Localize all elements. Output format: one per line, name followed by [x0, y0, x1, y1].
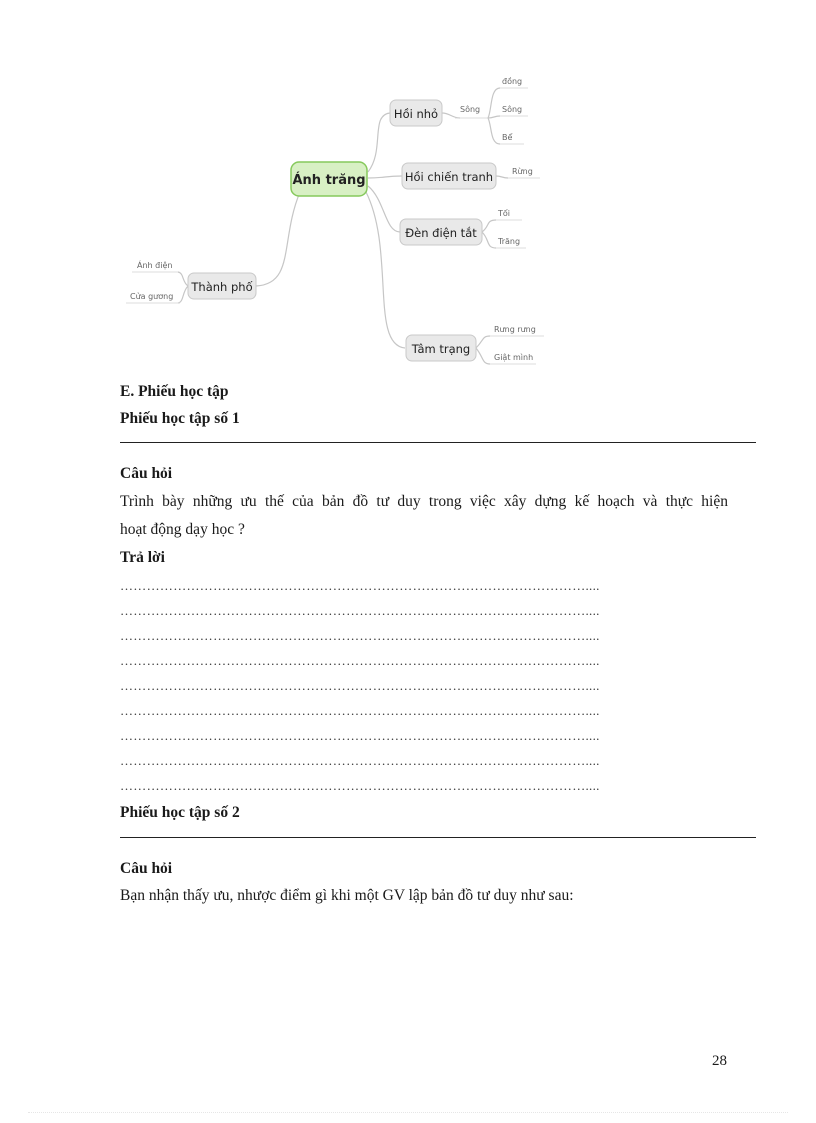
connector	[368, 113, 390, 172]
branch-node-label: Tâm trạng	[411, 342, 471, 356]
connector	[368, 176, 402, 178]
connector	[178, 272, 188, 286]
sheet2-title: Phiếu học tập số 2	[120, 804, 240, 821]
answer-dot-line: ……………………………………………………………………………………………....	[120, 728, 600, 743]
answer-dot-line: ……………………………………………………………………………………………....	[120, 703, 600, 718]
branch-node-label: Thành phố	[191, 280, 253, 294]
connector	[488, 118, 500, 144]
connector	[178, 286, 188, 303]
leaf-label: Ánh điện	[137, 261, 173, 270]
leaf-label: Sông	[502, 105, 523, 114]
answer-dot-line: ……………………………………………………………………………………………....	[120, 778, 600, 793]
connector	[476, 336, 490, 348]
connector	[488, 116, 500, 118]
connector	[482, 220, 496, 232]
leaf-label: Cửa gương	[130, 292, 174, 301]
mind-map-diagram	[0, 0, 816, 380]
sheet1-question-line: hoạt động dạy học ?	[120, 521, 245, 538]
leaf-label: Giật mình	[494, 353, 534, 362]
answer-dot-line: ……………………………………………………………………………………………....	[120, 603, 600, 618]
answer-dot-line: ……………………………………………………………………………………………....	[120, 753, 600, 768]
sheet1-question-line: Trình bày những ưu thế của bản đồ tư duy trong việc xây dựng kế hoạch và thực hiện	[120, 493, 728, 510]
root-node-label: Ánh trăng	[292, 173, 366, 188]
section-heading: E. Phiếu học tập	[120, 383, 229, 400]
sheet1-question-label: Câu hỏi	[120, 465, 173, 482]
footer-border	[28, 1112, 788, 1113]
leaf-label: Tối	[498, 209, 511, 218]
answer-dot-line: ……………………………………………………………………………………………....	[120, 678, 600, 693]
sub-node-label: Sông	[460, 105, 481, 114]
connector	[442, 113, 460, 118]
connector	[256, 192, 300, 286]
connector	[476, 348, 490, 364]
answer-dot-line: ……………………………………………………………………………………………....	[120, 628, 600, 643]
connector	[482, 232, 496, 248]
sheet1-title: Phiếu học tập số 1	[120, 410, 240, 427]
connector	[488, 88, 500, 118]
leaf-label: đồng	[502, 77, 523, 86]
branch-node-label: Hồi chiến tranh	[404, 170, 494, 184]
branch-node-label: Hồi nhỏ	[393, 107, 439, 121]
leaf-label: Bể	[502, 133, 513, 142]
sheet2-question-label: Câu hỏi	[120, 860, 173, 877]
leaf-label: Trăng	[498, 237, 521, 246]
leaf-label: Rừng	[512, 167, 533, 176]
answer-dot-line: ……………………………………………………………………………………………....	[120, 653, 600, 668]
divider	[120, 837, 756, 838]
branch-node-label: Đèn điện tắt	[405, 226, 477, 240]
page-number: 28	[712, 1053, 727, 1069]
sheet1-answer-label: Trả lời	[120, 549, 165, 566]
answer-dot-line: ……………………………………………………………………………………………....	[120, 578, 600, 593]
leaf-label: Rưng rưng	[494, 325, 536, 334]
connector	[496, 176, 508, 178]
sheet2-question-text: Bạn nhận thấy ưu, nhược điểm gì khi một GV lập bản đồ tư duy như sau:	[120, 887, 574, 904]
divider	[120, 442, 756, 443]
